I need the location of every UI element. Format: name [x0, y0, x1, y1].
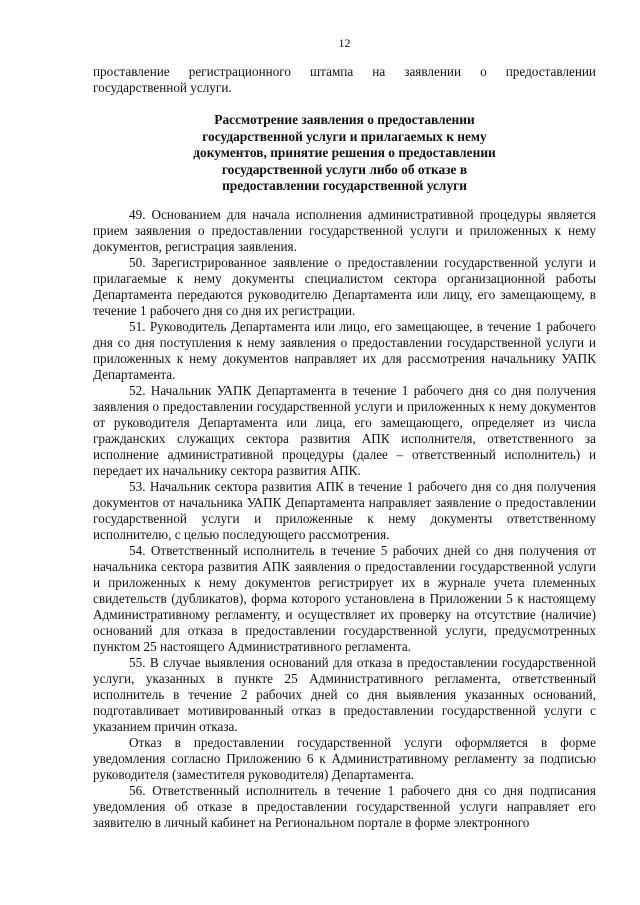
heading-line: государственной услуги либо об отказе в [221, 161, 468, 177]
heading-line: документов, принятие решения о предоставлении [193, 145, 496, 160]
paragraph-56: 56. Ответственный исполнитель в течение 1 рабочего дня со дня подписания уведомления об отказе в предоставлении государственной услуги направляет его заявителю в личный кабинет на Региональном портале в форме электронного [93, 782, 596, 830]
paragraph-51: 51. Руководитель Департамента или лицо, его замещающее, в течение 1 рабочего дня со дня поступления к нему заявления о предоставлении государственной услуги и приложенных к нему документов направляет их для рассмотрения начальнику УАПК Департамента. [93, 318, 596, 382]
intro-paragraph: проставление регистрационного штампа на заявлении о предоставлении государственной услуги. [93, 64, 596, 95]
heading-line: предоставлении государственной услуги [222, 178, 467, 193]
paragraph-54: 54. Ответственный исполнитель в течение 5 рабочих дней со дня получения от начальника сектора развития АПК заявления о предоставлении государственной услуги и приложенных к нему документов регистрирует их в журнале учета племенных свидетельств (дубликатов), форма которого установлена в Приложении 5 к настоящему Административному регламенту, и осуществляет их проверку на отсутствие (наличие) оснований для отказа в предоставлении государственной услуги, предусмотренных пунктом 25 настоящего Административного регламента. [93, 542, 596, 654]
paragraph-53: 53. Начальник сектора развития АПК в течение 1 рабочего дня со дня получения документов от начальника УАПК Департамента направляет заявление о предоставлении государственной услуги и приложенные к нему документы ответственному исполнителю, с целью последующего рассмотрения. [93, 478, 596, 542]
heading-line: Рассмотрение заявления о предоставлении [214, 112, 475, 127]
page-number: 12 [338, 36, 351, 50]
paragraph-49: 49. Основанием для начала исполнения административной процедуры является прием заявления о предоставлении государственной услуги и приложенных к нему документов, регистрация заявления. [93, 206, 596, 254]
paragraph-50: 50. Зарегистрированное заявление о предоставлении государственной услуги и прилагаемые к нему документы специалистом сектора организационной работы Департамента передаются руководителю Департамента или лицу, его замещающему, в течение 1 рабочего дня со дня их регистрации. [93, 254, 596, 318]
paragraph-52: 52. Начальник УАПК Департамента в течение 1 рабочего дня со дня получения заявления о предоставлении государственной услуги и приложенных к нему документов от руководителя Департамента или лица, его замещающего, определяет из числа гражданских служащих сектора развития АПК исполнителя, ответственного за исполнение административной процедуры (далее – ответственный исполнитель) и передает их начальнику сектора развития АПК. [93, 382, 596, 478]
paragraph-55: 55. В случае выявления оснований для отказа в предоставлении государственной услуги, указанных в пункте 25 Административного регламента, ответственный исполнитель в течение 2 рабочих дней со дня выявления указанных оснований, подготавливает мотивированный отказ в предоставлении государственной услуги с указанием причин отказа. [93, 654, 596, 734]
paragraph-refusal-form: Отказ в предоставлении государственной услуги оформляется в форме уведомления согласно Приложению 6 к Административному регламенту за подписью руководителя (заместителя руководителя) Департамента. [93, 734, 596, 782]
heading-line: государственной услуги и прилагаемых к нему [202, 128, 487, 144]
section-heading [103, 112, 586, 195]
